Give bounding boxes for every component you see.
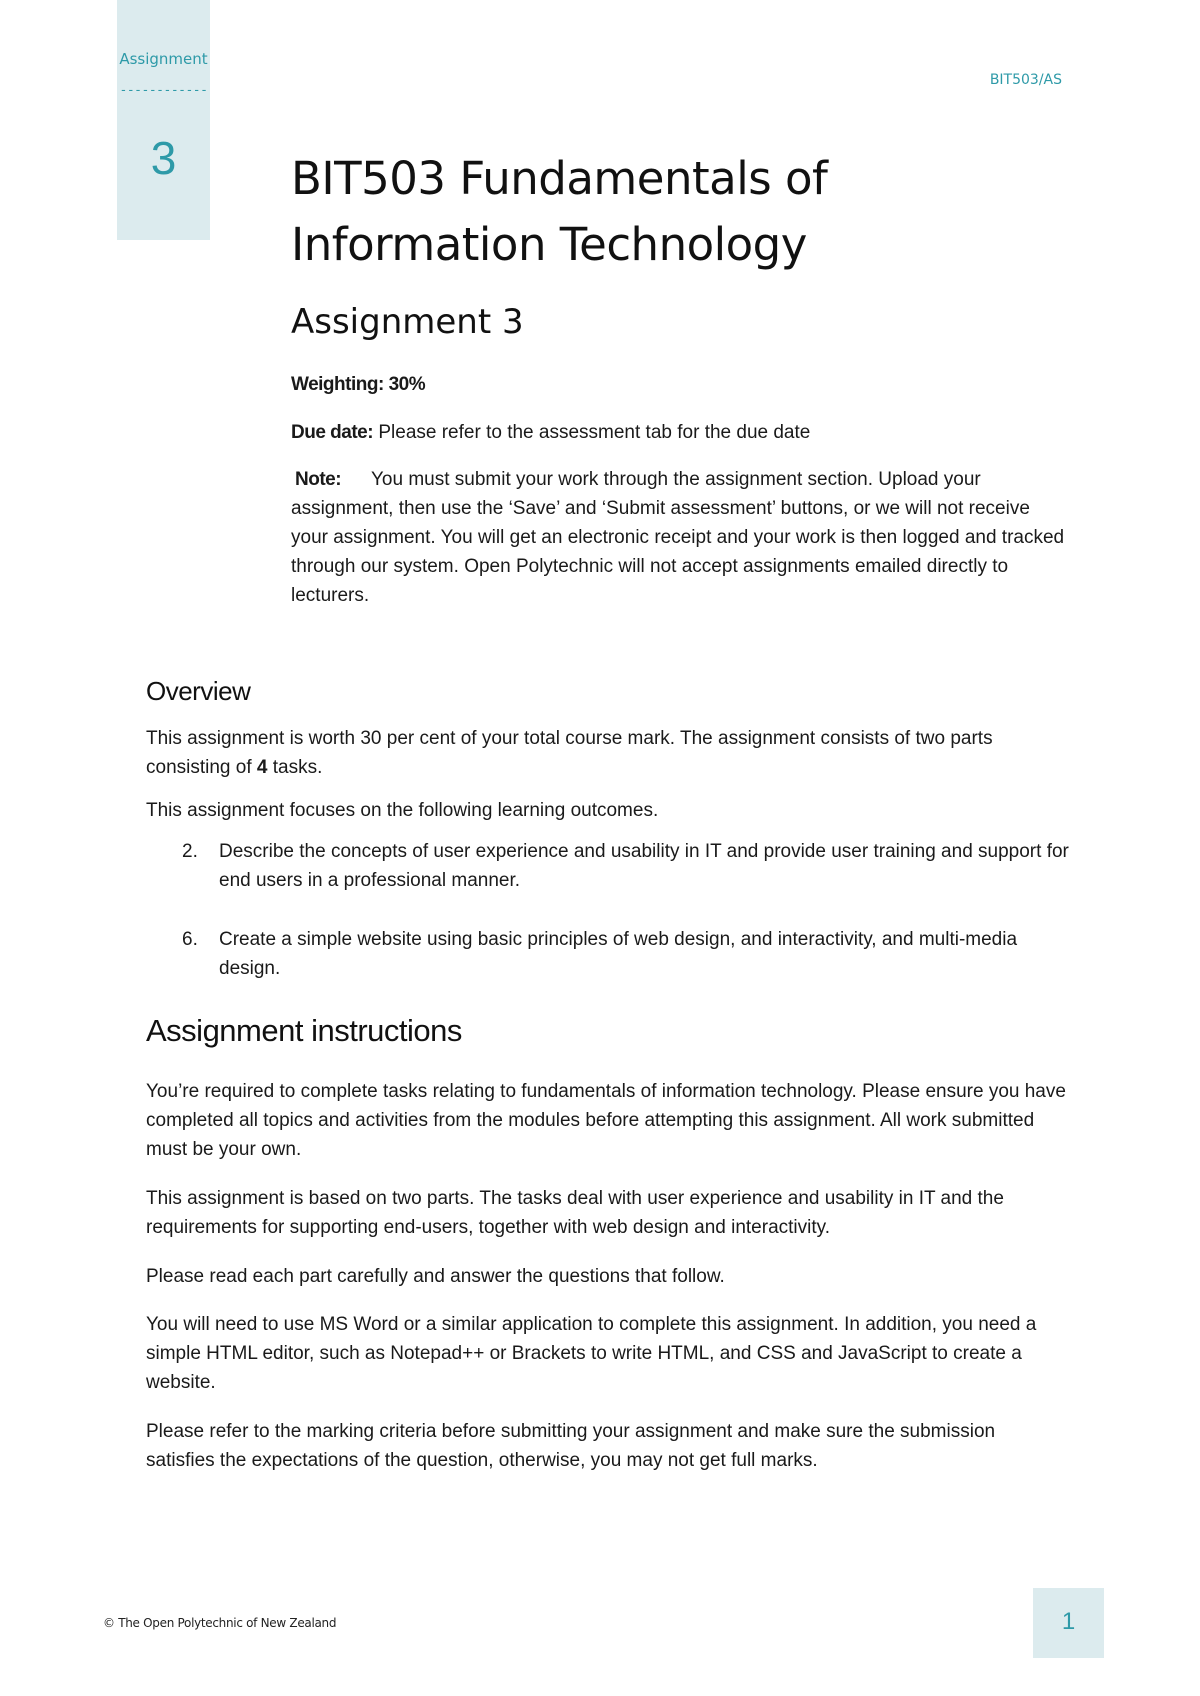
- outcomes-intro: This assignment focuses on the following learning outcomes.: [146, 800, 659, 821]
- instructions-paragraph: This assignment is based on two parts. The tasks deal with user experience and usability in IT and the requirements for supporting end-users, together with web design and interactivity.: [146, 1188, 1004, 1238]
- page-number-box: [1033, 1588, 1104, 1658]
- instructions-paragraph: You will need to use MS Word or a similar application to complete this assignment. In addition, you need a simple HTML editor, such as Notepad++ or Brackets to write HTML, and CSS and JavaScript to create a website.: [146, 1314, 1037, 1393]
- outcome-text: Describe the concepts of user experience and usability in IT and provide user training and support for end users in a professional manner.: [219, 841, 1069, 891]
- tab-label: Assignment: [119, 50, 208, 68]
- outcome-number: 2.: [182, 841, 198, 862]
- instructions-paragraph: Please refer to the marking criteria before submitting your assignment and make sure the submission satisfies the expectations of the question, otherwise, you may not get full marks.: [146, 1421, 996, 1471]
- copyright-footer: © The Open Polytechnic of New Zealand: [103, 1616, 337, 1630]
- tab-number: 3: [150, 132, 177, 184]
- document-subtitle: Assignment 3: [291, 302, 524, 342]
- document-title: BIT503 Fundamentals of Information Technology: [291, 152, 828, 271]
- submission-note: [291, 465, 1071, 610]
- note-label: Note:: [295, 469, 342, 490]
- instructions-heading: Assignment instructions: [146, 1013, 462, 1048]
- overview-text-end: tasks.: [267, 757, 323, 778]
- weighting: [291, 370, 1071, 399]
- tab-divider: ------------: [119, 83, 208, 98]
- page-number: 1: [1061, 1608, 1076, 1635]
- overview-heading: Overview: [146, 676, 251, 706]
- due-date: [291, 418, 1071, 447]
- due-date-label: Due date:: [291, 422, 374, 443]
- weighting-label: Weighting: 30%: [291, 374, 426, 395]
- instructions-paragraph: Please read each part carefully and answer the questions that follow.: [146, 1266, 725, 1287]
- assignment-tab: [117, 0, 210, 240]
- course-code-header: BIT503/AS: [989, 72, 1062, 88]
- overview-paragraph: [146, 724, 1066, 782]
- note-text: You must submit your work through the assignment section. Upload your assignment, then use the ‘Save’ and ‘Submit assessment’ buttons, or we will not receive your assignment. You will get an electronic receipt and your work is then logged and tracked through our system. Open Polytechnic will not accept assignments emailed directly to lecturers.: [291, 469, 1065, 606]
- outcome-text: Create a simple website using basic principles of web design, and interactivity, and multi-media design.: [219, 929, 1018, 979]
- due-date-text: Please refer to the assessment tab for the due date: [373, 422, 811, 443]
- task-count: 4: [256, 757, 268, 778]
- instructions-paragraph: You’re required to complete tasks relating to fundamentals of information technology. Please ensure you have completed all topics and activities from the modules before attempting this assignment. All work submitted must be your own.: [146, 1081, 1066, 1160]
- overview-text: This assignment is worth 30 per cent of your total course mark. The assignment consists of two parts consisting of: [146, 728, 993, 778]
- outcome-number: 6.: [182, 929, 198, 950]
